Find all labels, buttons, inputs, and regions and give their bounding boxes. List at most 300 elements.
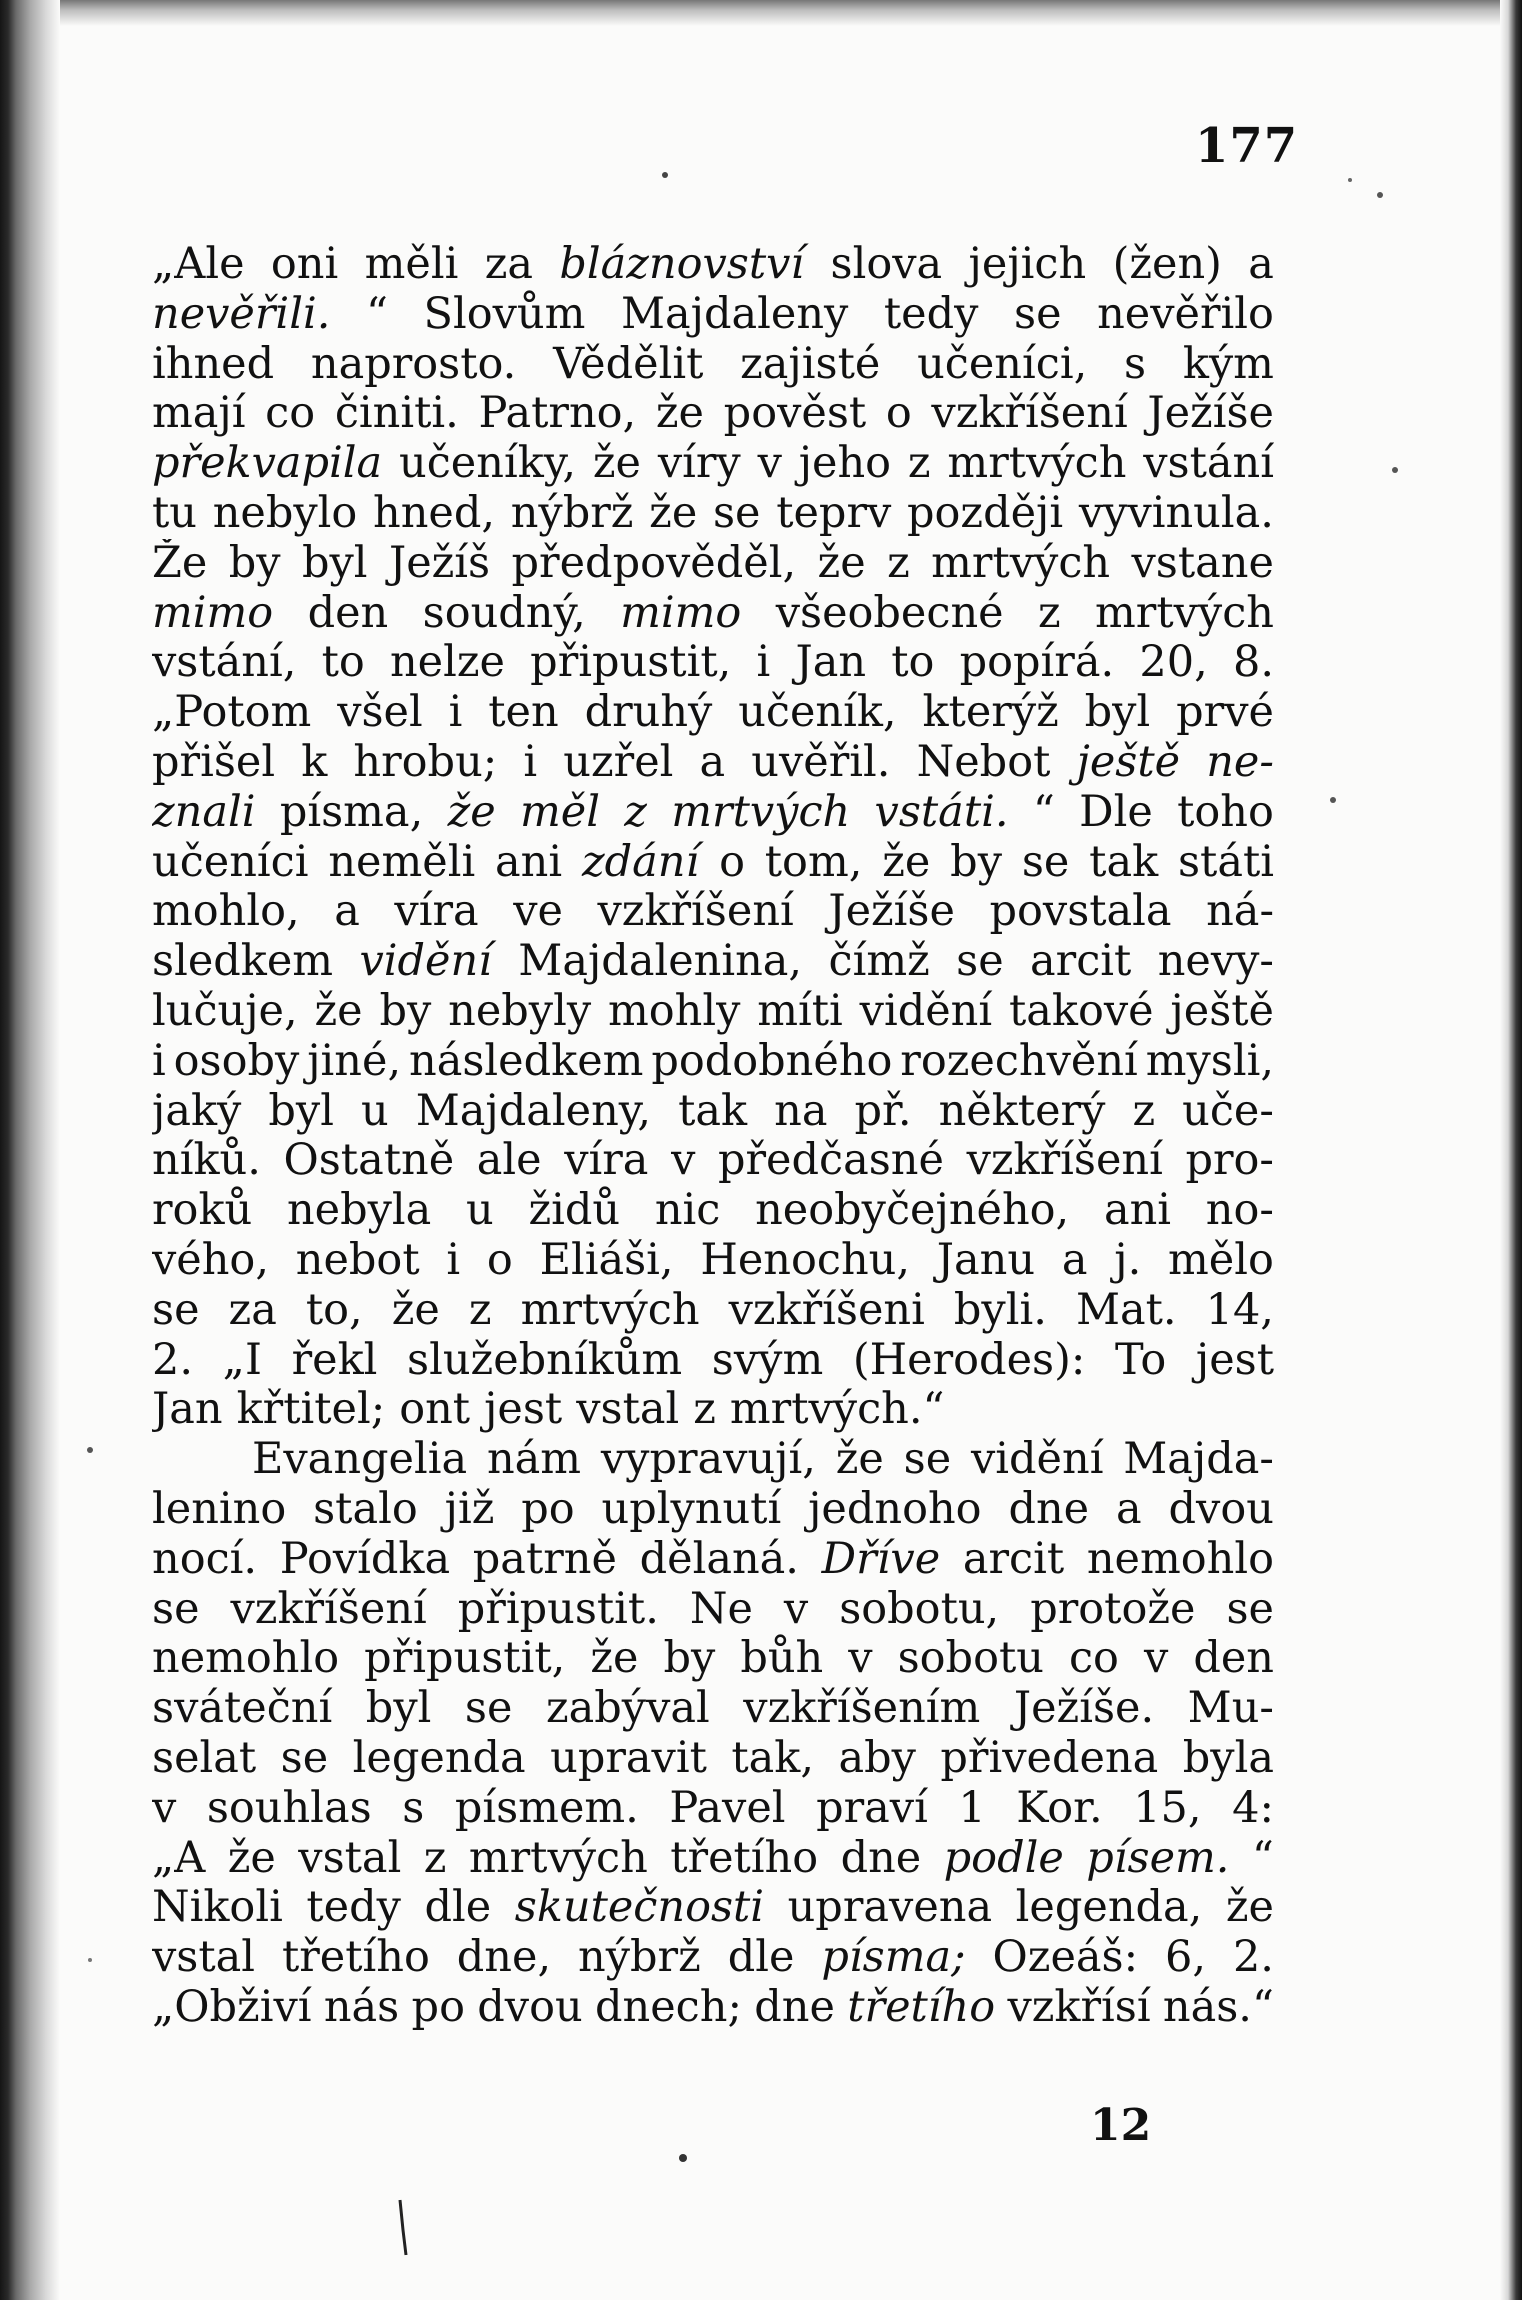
text-line (152, 1236, 1274, 1286)
word: Ozeáš: (992, 1933, 1139, 1983)
word: se (464, 1684, 513, 1734)
word: že (227, 1833, 276, 1883)
word: se (1021, 837, 1070, 887)
word: Jan (795, 638, 867, 688)
word: přivedena (940, 1733, 1159, 1783)
word: Kor. (1016, 1783, 1103, 1833)
word: v (1143, 1634, 1169, 1684)
word: jest (1195, 1335, 1274, 1385)
word: „Potom (152, 688, 312, 738)
word: Ostatně (283, 1136, 455, 1186)
word: Dříve (821, 1534, 941, 1584)
word: vzkříšení (597, 887, 794, 937)
word: Ježíše (828, 887, 955, 937)
word: vidění (970, 1435, 1104, 1485)
word: toho (1177, 787, 1274, 837)
word: že (314, 986, 363, 1036)
word: o (719, 837, 745, 887)
word: uvěřil. (751, 737, 891, 787)
word: i (446, 1235, 461, 1285)
text-line (152, 489, 1274, 539)
signature-mark: 12 (1090, 2100, 1152, 2151)
word: mělo (1168, 1235, 1274, 1285)
word: dne, (456, 1933, 552, 1983)
word: mrtvých (468, 1833, 648, 1883)
word: jeho (798, 439, 892, 489)
word: by (663, 1634, 716, 1684)
word: nic (654, 1186, 721, 1236)
word: připustit, (364, 1634, 566, 1684)
word: třetího (670, 1833, 819, 1883)
word: souhlas (206, 1783, 372, 1833)
word: co (1068, 1634, 1119, 1684)
word: svým (711, 1335, 824, 1385)
word: takové (1008, 986, 1154, 1036)
word: selat (152, 1733, 257, 1783)
word: dle (424, 1883, 492, 1933)
word: mimo (152, 588, 274, 638)
word: všel (337, 688, 423, 738)
word: všeobecné (775, 588, 1004, 638)
word: v (152, 1783, 177, 1833)
word: se (152, 1584, 200, 1634)
body-text (152, 240, 1274, 2033)
word: že (391, 1285, 440, 1335)
text-line (152, 838, 1274, 888)
word: to, (305, 1285, 363, 1335)
word: že (447, 787, 496, 837)
word: ale (476, 1136, 542, 1186)
word: ani (1103, 1186, 1172, 1236)
word: učeníci (152, 837, 309, 887)
word: stalo (313, 1484, 418, 1534)
word: Pavel (669, 1783, 786, 1833)
word: o (885, 389, 912, 439)
word: upravena (787, 1883, 993, 1933)
text-line (152, 240, 1274, 290)
word: písmem. (454, 1783, 639, 1833)
word: “ (365, 289, 388, 339)
word: „I (222, 1335, 262, 1385)
word: teprv (776, 488, 892, 538)
word: vzkříšení (931, 389, 1128, 439)
word: arcit (962, 1534, 1065, 1584)
word: by (950, 837, 1002, 887)
page-gutter-shadow (0, 0, 60, 2300)
word: byl (1084, 688, 1151, 738)
word: j. (1114, 1235, 1142, 1285)
word: i (756, 638, 771, 688)
word: a (1116, 1484, 1142, 1534)
word: 1 (958, 1783, 986, 1833)
word: aby (838, 1733, 916, 1783)
text-line (152, 1684, 1274, 1734)
word: 20, (1139, 638, 1208, 688)
word: legenda, (1015, 1883, 1203, 1933)
word: předčasné (717, 1136, 944, 1186)
word: Eliáši, (539, 1235, 674, 1285)
page-top-edge (0, 0, 1522, 26)
word: nebyly (448, 986, 592, 1036)
text-line (152, 1883, 1274, 1933)
word: nevy- (1157, 937, 1274, 987)
word: 2. (152, 1335, 194, 1385)
word: po (521, 1484, 575, 1534)
word: nýbrž (578, 1933, 701, 1983)
word: měli (364, 240, 459, 289)
word: oni (270, 240, 339, 289)
word: ihned (152, 339, 275, 389)
word: legenda (352, 1733, 526, 1783)
text-line (152, 1385, 1274, 1435)
word: tak (678, 1086, 748, 1136)
word: v (671, 1136, 696, 1186)
word: nám (486, 1435, 582, 1485)
word: z (423, 1833, 447, 1883)
word: slova (830, 240, 943, 289)
word: neobyčejného, (755, 1186, 1070, 1236)
word: jest (484, 1385, 563, 1435)
word: dnech; (595, 1982, 742, 2032)
word: pro- (1185, 1136, 1274, 1186)
word: činiti. (334, 389, 459, 439)
word: Nikoli (152, 1883, 283, 1933)
word: popírá. (959, 638, 1115, 688)
word: osoby (173, 1036, 300, 1086)
word: vstal (298, 1833, 402, 1883)
word: kterýž (922, 688, 1059, 738)
word: z (624, 787, 647, 837)
text-line (152, 1784, 1274, 1834)
word: tedy (306, 1883, 401, 1933)
word: víra (564, 1136, 649, 1186)
word: jednoho (808, 1484, 982, 1534)
word: dvou (477, 1982, 583, 2032)
word: by (379, 986, 432, 1036)
word: i (523, 737, 538, 787)
word: mrtvých (671, 787, 851, 837)
word: z (907, 439, 931, 489)
word: Janu (936, 1235, 1036, 1285)
word: že (592, 439, 641, 489)
word: tu (152, 488, 197, 538)
word: 4: (1232, 1783, 1274, 1833)
word: uče- (1182, 1086, 1274, 1136)
word: mysli, (1145, 1036, 1274, 1086)
word: vzkříšení (966, 1136, 1163, 1186)
word: 15, (1133, 1783, 1202, 1833)
word: že (655, 389, 704, 439)
word: že (1225, 1883, 1274, 1933)
word: měl (519, 787, 600, 837)
text-line (152, 1634, 1274, 1684)
word: povstala (989, 887, 1172, 937)
text-line (152, 1585, 1274, 1635)
word: zabýval (545, 1684, 710, 1734)
word: 8. (1232, 638, 1274, 688)
text-line (152, 1734, 1274, 1784)
word: třetího (281, 1933, 430, 1983)
word: Majdaleny (620, 289, 849, 339)
word: nelze (389, 638, 505, 688)
word: Ne (689, 1584, 753, 1634)
word: víry (657, 439, 741, 489)
word: znali (152, 787, 256, 837)
text-line (152, 589, 1274, 639)
word: vstání (1143, 439, 1274, 489)
word: z (468, 1285, 492, 1335)
text-line (152, 887, 1274, 937)
word: jiné, (307, 1036, 402, 1086)
word: mají (152, 389, 246, 439)
word: hrobu; (353, 737, 498, 787)
word: později (907, 488, 1064, 538)
word: překvapila (152, 439, 383, 489)
word: vidění (859, 986, 993, 1036)
word: předpověděl, (511, 538, 797, 588)
word: Ježíše. (1013, 1684, 1155, 1734)
word: služebníkům (407, 1335, 683, 1385)
word: neměli (328, 837, 476, 887)
word: „Ale (152, 240, 245, 289)
word: židů (528, 1186, 621, 1236)
word: no- (1205, 1186, 1274, 1236)
word: roků (152, 1186, 253, 1236)
word: druhý (584, 688, 713, 738)
word: lučuje, (152, 986, 298, 1036)
word: „Obživí (152, 1982, 312, 2032)
word: Evangelia (252, 1435, 468, 1485)
word: mohlo, (152, 887, 300, 937)
word: naprosto. (310, 339, 517, 389)
word: ještě (1170, 986, 1274, 1036)
word: nebyla (286, 1186, 432, 1236)
word: ont (399, 1385, 471, 1435)
word: křtitel; (236, 1385, 386, 1435)
word: prvé (1176, 688, 1274, 738)
word: zdání (581, 837, 700, 887)
text-line (152, 1933, 1274, 1983)
word: dne (840, 1833, 922, 1883)
word: písma, (279, 787, 424, 837)
word: bláznovství (559, 240, 805, 289)
word: následkem (409, 1036, 644, 1086)
text-line (152, 439, 1274, 489)
word: nocí. (152, 1534, 258, 1584)
word: dne (1008, 1484, 1090, 1534)
word: kým (1182, 339, 1274, 389)
word: z (1037, 588, 1061, 638)
word: Ježíš (388, 538, 491, 588)
word: podobného (651, 1036, 893, 1086)
word: vstane (1131, 538, 1274, 588)
word: i (152, 1036, 166, 1086)
word: že (835, 1435, 884, 1485)
word: z (693, 1385, 716, 1435)
word: by (228, 538, 281, 588)
word: písem. (1086, 1833, 1230, 1883)
word: To (1114, 1335, 1167, 1385)
word: skutečnosti (514, 1883, 765, 1933)
word: ve (513, 887, 563, 937)
word: za (484, 240, 533, 289)
text-line (152, 340, 1274, 390)
word: k (301, 737, 328, 787)
word: u (466, 1186, 494, 1236)
word: ten (488, 688, 559, 738)
text-line (152, 539, 1274, 589)
word: nýbrž (510, 488, 634, 538)
word: Jan (152, 1385, 223, 1435)
text-line (152, 1136, 1274, 1186)
word: míti (757, 986, 843, 1036)
text-line (152, 987, 1274, 1037)
word: arcit (1030, 937, 1132, 987)
word: vstání, (152, 638, 297, 688)
word: a (334, 887, 360, 937)
text-line (152, 738, 1274, 788)
word: ná- (1206, 887, 1274, 937)
word: vzkříšení (230, 1584, 427, 1634)
word: podle (943, 1833, 1064, 1883)
page-right-edge (1500, 0, 1522, 2300)
word: Slovům (423, 289, 586, 339)
word: sledkem (152, 937, 334, 987)
word: sobotu, (839, 1584, 1000, 1634)
word: den (307, 588, 389, 638)
word: mrtvých (520, 1285, 700, 1335)
word: níků. (152, 1136, 261, 1186)
word: vstal (152, 1933, 256, 1983)
word: (žen) (1112, 240, 1222, 289)
word: vého, (152, 1235, 269, 1285)
word: i (448, 688, 463, 738)
word: nemohlo (152, 1634, 340, 1684)
word: se (956, 937, 1004, 987)
text-line (152, 937, 1274, 987)
word: Patrno, (478, 389, 637, 439)
word: uzřel (563, 737, 674, 787)
word: Mu- (1187, 1684, 1274, 1734)
word: se (1226, 1584, 1274, 1634)
text-line (152, 1087, 1274, 1137)
word: se (280, 1733, 329, 1783)
word: státi (1177, 837, 1274, 887)
word: vstáti. (874, 787, 1009, 837)
text-line (152, 1485, 1274, 1535)
word: se (903, 1435, 952, 1485)
word: byl (365, 1684, 432, 1734)
word: to (891, 638, 935, 688)
word: Že (152, 538, 208, 588)
word: praví (816, 1783, 928, 1833)
word: upravit (550, 1733, 707, 1783)
word: víra (394, 887, 479, 937)
word: že (817, 538, 866, 588)
text-line (152, 1186, 1274, 1236)
word: Majdaleny, (415, 1086, 652, 1136)
word: byla (1182, 1733, 1274, 1783)
text-line (152, 638, 1274, 688)
word: po (411, 1982, 465, 2032)
word: nevěřilo (1097, 289, 1274, 339)
word: pověst (723, 389, 867, 439)
word: “ (1251, 1833, 1274, 1883)
word: 6, (1165, 1933, 1207, 1983)
word: se (152, 1285, 200, 1335)
word: vzkříšením (743, 1684, 981, 1734)
text-line (152, 1286, 1274, 1336)
word: sobotu (897, 1634, 1044, 1684)
word: Ježíše (1147, 389, 1274, 439)
word: 2. (1232, 1933, 1274, 1983)
word: 14, (1205, 1285, 1274, 1335)
word: mrtvých.“ (729, 1385, 945, 1435)
word: dne (754, 1982, 835, 2032)
word: se (712, 488, 761, 538)
word: s (402, 1783, 425, 1833)
word: že (649, 488, 698, 538)
word: z (1132, 1086, 1156, 1136)
word: mrtvých (1095, 588, 1274, 638)
word: to (321, 638, 365, 688)
word: nás.“ (1162, 1982, 1274, 2032)
word: dle (727, 1933, 795, 1983)
word: lenino (152, 1484, 287, 1534)
word: Majdalenina, (518, 937, 803, 987)
word: písma; (821, 1933, 966, 1983)
word: s (1124, 339, 1147, 389)
word: v (848, 1634, 873, 1684)
word: nebot (295, 1235, 420, 1285)
word: mimo (620, 588, 742, 638)
word: ani (495, 837, 563, 887)
word: nevěřili. (152, 289, 331, 339)
text-line (152, 788, 1274, 838)
word: o (486, 1235, 513, 1285)
text-line (152, 1834, 1274, 1884)
word: sváteční (152, 1684, 333, 1734)
word: v (783, 1584, 809, 1634)
word: hned, (373, 488, 496, 538)
word: vyvinula. (1078, 488, 1274, 538)
word: učeníky, (399, 439, 577, 489)
word: nás (323, 1982, 400, 2032)
word: a (1061, 1235, 1088, 1285)
word: ne- (1206, 737, 1274, 787)
text-line (152, 1037, 1274, 1087)
word: z (887, 538, 910, 588)
word: vstal (576, 1385, 680, 1435)
word: některý (938, 1086, 1106, 1136)
word: a (699, 737, 726, 787)
word: přišel (152, 737, 276, 787)
word: tom, (764, 837, 863, 887)
word: uplynutí (601, 1484, 782, 1534)
word: Vědělit (553, 339, 704, 389)
word: vzkřísí (1007, 1982, 1151, 2032)
word: protože (1030, 1584, 1196, 1634)
word: “ (1032, 787, 1055, 837)
word: mohly (608, 986, 741, 1036)
word: učeník, (738, 688, 897, 738)
word: nemohlo (1086, 1534, 1274, 1584)
word: učeníci, (917, 339, 1088, 389)
word: „A (152, 1833, 206, 1883)
word: Mat. (1075, 1285, 1177, 1335)
text-line (152, 1983, 1274, 2033)
word: a (1248, 240, 1274, 289)
